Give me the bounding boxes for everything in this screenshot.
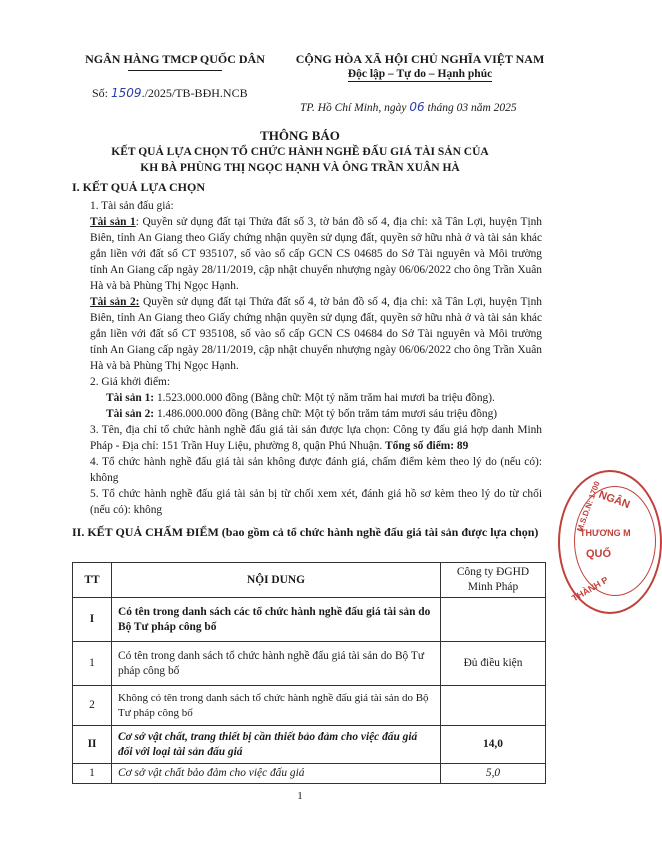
price-1: Tài sản 1: 1.523.000.000 đồng (Bằng chữ: Một tỷ năm trăm hai mươi ba triệu đồng). [106,392,495,404]
header-content: NỘI DUNG [112,563,441,598]
table-row: 2 Không có tên trong danh sách tổ chức hành nghề đấu giá tài sản do Bộ Tư pháp công bố [73,686,546,726]
place-date: TP. Hồ Chí Minh, ngày 06 tháng 03 năm 2025 [300,100,517,114]
table-row: I Có tên trong danh sách các tổ chức hành nghề đấu giá tài sản do Bộ Tư pháp công bố [73,598,546,642]
table-row: II Cơ sở vật chất, trang thiết bị cần thiết bảo đảm cho việc đấu giá đối với loại tài sản đấu giá 14,0 [73,726,546,764]
section-2-heading: II. KẾT QUẢ CHẤM ĐIỂM (bao gồm cả tổ chức hành nghề đấu giá tài sản được lựa chọn) [72,525,539,539]
price-2: Tài sản 2: 1.486.000.000 đồng (Bằng chữ: Một tỷ bốn trăm tám mươi sáu triệu đồng) [106,408,498,420]
bank-name: NGÂN HÀNG TMCP QUỐC DÂN [85,52,265,66]
table-row: 1 Có tên trong danh sách tổ chức hành nghề đấu giá tài sản do Bộ Tư pháp công bố Đủ điều kiện [73,642,546,686]
document-title: THÔNG BÁO [260,128,340,143]
red-seal-stamp: NGÂN THƯƠNG M QUỐ M.S.D.N: 1700 THÀNH P [558,470,662,614]
bank-name-underline [128,70,222,71]
header-company: Công ty ĐGHD Minh Pháp [441,563,546,598]
handwritten-day: 06 [409,100,425,114]
country-name: CỘNG HÒA XÃ HỘI CHỦ NGHĨA VIỆT NAM [295,52,545,66]
table-row: 1 Cơ sở vật chất bảo đảm cho việc đấu giá 5,0 [73,764,546,784]
item-1-label: 1. Tài sản đấu giá: [90,200,174,212]
item-3-paragraph: 3. Tên, địa chỉ tổ chức hành nghề đấu giá tài sản được lựa chọn: Công ty đấu giá hợp danh Minh Pháp - Địa chỉ: 151 Trần Huy Liệu, phường 8, quận Phú Nhuận. Tổng số điểm: 89 [90,424,542,452]
header-tt: TT [73,563,112,598]
asset-2-paragraph: Tài sản 2: Quyền sử dụng đất tại Thửa đất số 4, tờ bản đồ số 4, địa chỉ: xã Tân Lợi, huyện Tịnh Biên, tỉnh An Giang theo Giấy chứng nhận quyền sử dụng đất, quyền sở hữu nhà ở và tài sản khác gắn liền với đất số CT 935108, số vào sổ cấp GCN CS 04684 do Sở Tài nguyên và Môi trường tỉnh An Giang cấp ngày 28/11/2019, cập nhật chuyển nhượng ngày 06/06/2022 cho ông Trần Xuân Hà và bà Phùng Thị Ngọc Hạnh. [90,296,542,372]
item-2-label: 2. Giá khởi điểm: [90,376,171,388]
item-5-paragraph: 5. Tổ chức hành nghề đấu giá tài sản bị từ chối xem xét, đánh giá hồ sơ kèm theo lý do từ chối (nếu có): không [90,488,542,516]
table-header-row [73,563,546,598]
asset-1-paragraph: Tài sản 1: Quyền sử dụng đất tại Thửa đất số 3, tờ bản đồ số 4, địa chỉ: xã Tân Lợi, huyện Tịnh Biên, tỉnh An Giang theo Giấy chứng nhận quyền sử dụng đất, quyền sở hữu nhà ở và tài sản khác gắn liền với đất số CT 935107, số vào sổ cấp GCN CS 04685 do Sở Tài nguyên và Môi trường tỉnh An Giang cấp ngày 28/11/2019, cập nhật chuyển nhượng ngày 06/06/2022 cho ông Trần Xuân Hà và bà Phùng Thị Ngọc Hạnh. [90,216,542,292]
document-subtitle-line2: KH BÀ PHÙNG THỊ NGỌC HẠNH VÀ ÔNG TRẦN XUÂN HÀ [140,162,460,174]
page-number: 1 [297,790,303,802]
document-number: Số: 1509./2025/TB-BĐH.NCB [92,86,248,100]
score-table [72,562,546,784]
handwritten-number: 1509 [111,86,142,100]
motto: Độc lập – Tự do – Hạnh phúc [347,68,493,80]
section-1-heading: I. KẾT QUẢ LỰA CHỌN [72,180,206,194]
item-4-paragraph: 4. Tổ chức hành nghề đấu giá tài sản không được đánh giá, chấm điểm kèm theo lý do (nếu có): không [90,456,542,484]
document-subtitle-line1: KẾT QUẢ LỰA CHỌN TỔ CHỨC HÀNH NGHỀ ĐẤU GIÁ TÀI SẢN CỦA [111,146,489,158]
